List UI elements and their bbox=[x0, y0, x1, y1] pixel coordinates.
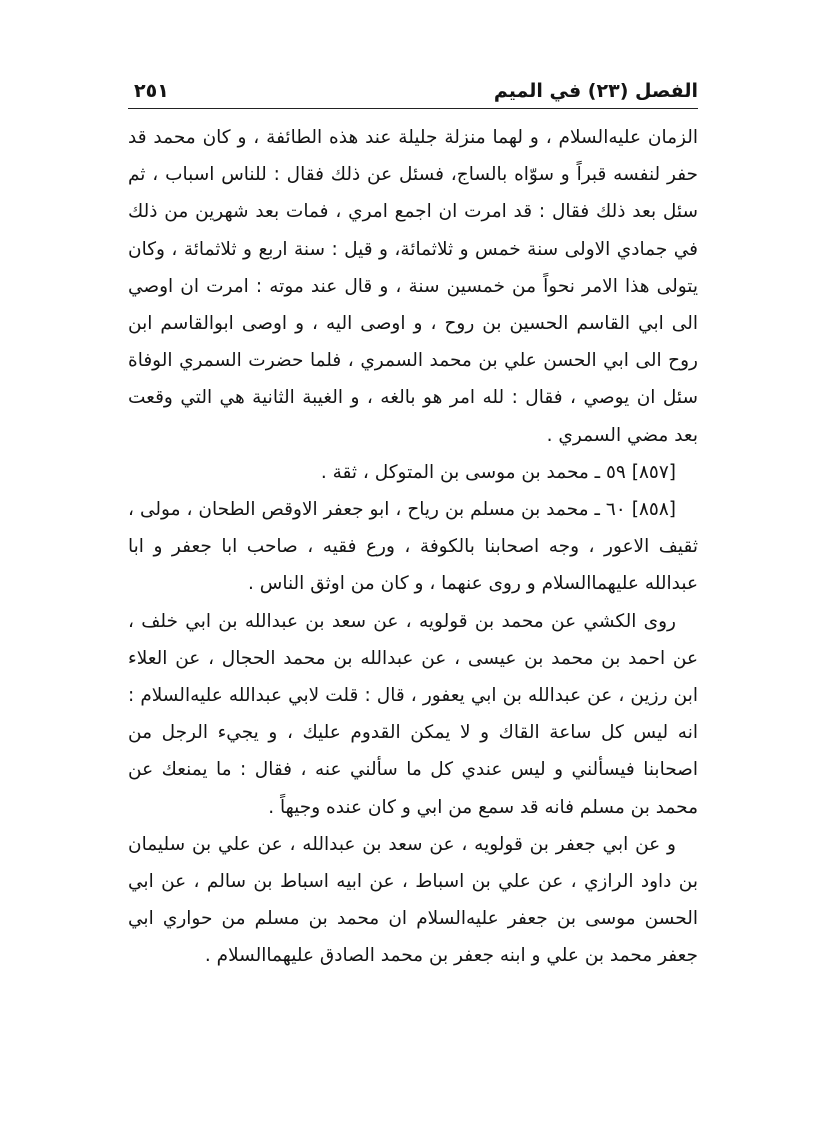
chapter-title: الفصل (٢٣) في الميم bbox=[493, 80, 698, 102]
paragraph-kashshi-narration: روى الكشي عن محمد بن قولويه ، عن سعد بن عبدالله بن ابي خلف ، عن احمد بن محمد بن عيسى ، عن عبدالله بن محمد الحجال ، عن العلاء ابن رزين ، عن عبدالله بن ابي يعفور ، قال : قلت لابي عبدالله عليه‌السلام : انه ليس كل ساعة القاك و لا يمكن القدوم عليك ، و يجيء الرجل من اصحابنا فيسألني و ليس عندي كل ما سألني عنه ، فقال : ما يمنعك عن محمد بن مسلم فانه قد سمع من ابي و كان عنده وجيهاً . bbox=[128, 610, 698, 818]
page-number: ٢٥١ bbox=[134, 80, 169, 102]
paragraph-continuation: الزمان عليه‌السلام ، و لهما منزلة جليلة عند هذه الطائفة ، و كان محمد قد حفر لنفسه قبراً و سوّاه بالساج، فسئل عن ذلك فقال : للناس اسباب ، ثم سئل بعد ذلك فقال : قد امرت ان اجمع امري ، فمات بعد شهرين من ذلك في جمادي الاولى سنة خمس و ثلاثمائة، و قيل : سنة اربع و ثلاثمائة ، وكان يتولى هذا الامر نحواً من خمسين سنة ، و قال عند موته : امرت ان اوصي الى ابي القاسم الحسين بن روح ، و اوصى اليه ، و اوصى ابوالقاسم ابن روح الى ابي الحسن علي بن محمد السمري ، فلما حضرت السمري الوفاة سئل ان يوصي ، فقال : لله امر هو بالغه ، و الغيبة الثانية هي التي وقعت بعد مضي السمري . bbox=[128, 127, 698, 446]
book-page bbox=[128, 78, 698, 1028]
paragraph-qulawayh-narration: و عن ابي جعفر بن قولويه ، عن سعد بن عبدالله ، عن علي بن سليمان بن داود الرازي ، عن علي بن اسباط ، عن ابيه اسباط بن سالم ، عن ابي الحسن موسى بن جعفر عليه‌السلام ان محمد بن مسلم من حواري ابي جعفر محمد بن علي و ابنه جعفر بن محمد الصادق عليهما‌السلام . bbox=[128, 833, 698, 967]
page-body bbox=[128, 119, 698, 975]
entry-858: [٨٥٨] ٦٠ ـ محمد بن مسلم بن رياح ، ابو جعفر الاوقص الطحان ، مولى ، ثقيف الاعور ، وجه اصحابنا بالكوفة ، ورع فقيه ، صاحب ابا جعفر و ابا عبدالله عليهما‌السلام و روى عنهما ، و كان من اوثق الناس . bbox=[128, 499, 698, 595]
page-header bbox=[128, 78, 698, 109]
entry-857: [٨٥٧] ٥٩ ـ محمد بن موسى بن المتوكل ، ثقة . bbox=[320, 461, 676, 483]
